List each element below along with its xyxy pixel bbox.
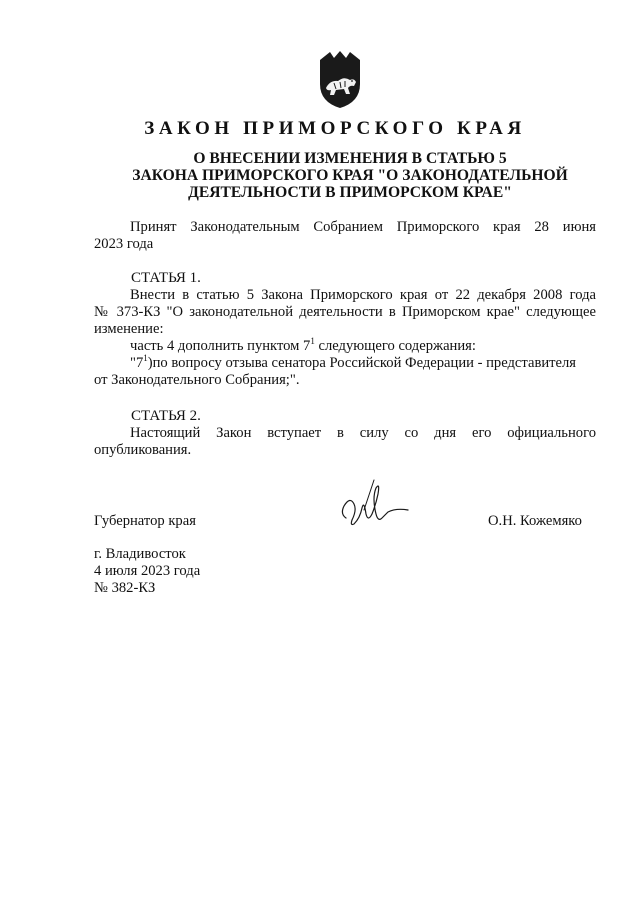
law-title bbox=[60, 150, 640, 201]
law-number: № 382-КЗ bbox=[94, 580, 156, 596]
adoption-statement bbox=[94, 219, 596, 253]
title-line: О ВНЕСЕНИИ ИЗМЕНЕНИЯ В СТАТЬЮ 5 bbox=[193, 150, 507, 167]
article-1-amendment-line bbox=[94, 338, 596, 355]
article-2-line-1: Настоящий Закон вступает в силу со дня его официального bbox=[130, 425, 596, 441]
adoption-line-2: 2023 года bbox=[94, 236, 154, 252]
article-2-heading: СТАТЬЯ 2. bbox=[131, 408, 201, 424]
coat-of-arms-icon bbox=[316, 50, 364, 110]
article-1-body bbox=[94, 287, 596, 389]
handwritten-signature bbox=[324, 474, 416, 530]
city: г. Владивосток bbox=[94, 546, 186, 562]
amendment-prefix: часть 4 дополнить пунктом 7 bbox=[130, 338, 311, 354]
title-line: ДЕЯТЕЛЬНОСТИ В ПРИМОРСКОМ КРАЕ" bbox=[188, 184, 512, 201]
quote-superscript: 1 bbox=[143, 353, 148, 364]
article-2-line-2: опубликования. bbox=[94, 442, 192, 458]
quoted-item-line-1 bbox=[94, 355, 596, 372]
article-1-line-1: Внести в статью 5 Закона Приморского края от 22 декабря 2008 года bbox=[130, 287, 596, 303]
signatory-name: О.Н. Кожемяко bbox=[488, 513, 582, 529]
article-1-line-2: № 373-КЗ "О законодательной деятельности в Приморском крае" следующее bbox=[94, 304, 596, 320]
article-1-heading: СТАТЬЯ 1. bbox=[131, 270, 201, 286]
law-heading: ЗАКОН ПРИМОРСКОГО КРАЯ bbox=[144, 118, 526, 139]
document-footer bbox=[94, 546, 200, 597]
law-date: 4 июля 2023 года bbox=[94, 563, 201, 579]
article-1-line-3: изменение: bbox=[94, 321, 164, 337]
article-2-body bbox=[94, 425, 596, 459]
quote-prefix: "7 bbox=[130, 355, 144, 371]
title-line: ЗАКОНА ПРИМОРСКОГО КРАЯ "О ЗАКОНОДАТЕЛЬНОЙ bbox=[132, 167, 568, 184]
amendment-suffix: следующего содержания: bbox=[314, 338, 476, 354]
amendment-superscript: 1 bbox=[310, 336, 315, 347]
quoted-item-line-2: от Законодательного Собрания;". bbox=[94, 372, 300, 388]
quote-rest: )по вопросу отзыва сенатора Российской Федерации - представителя bbox=[147, 355, 576, 371]
signatory-position: Губернатор края bbox=[94, 513, 196, 529]
adoption-line-1: Принят Законодательным Собранием Приморского края 28 июня bbox=[130, 219, 596, 235]
